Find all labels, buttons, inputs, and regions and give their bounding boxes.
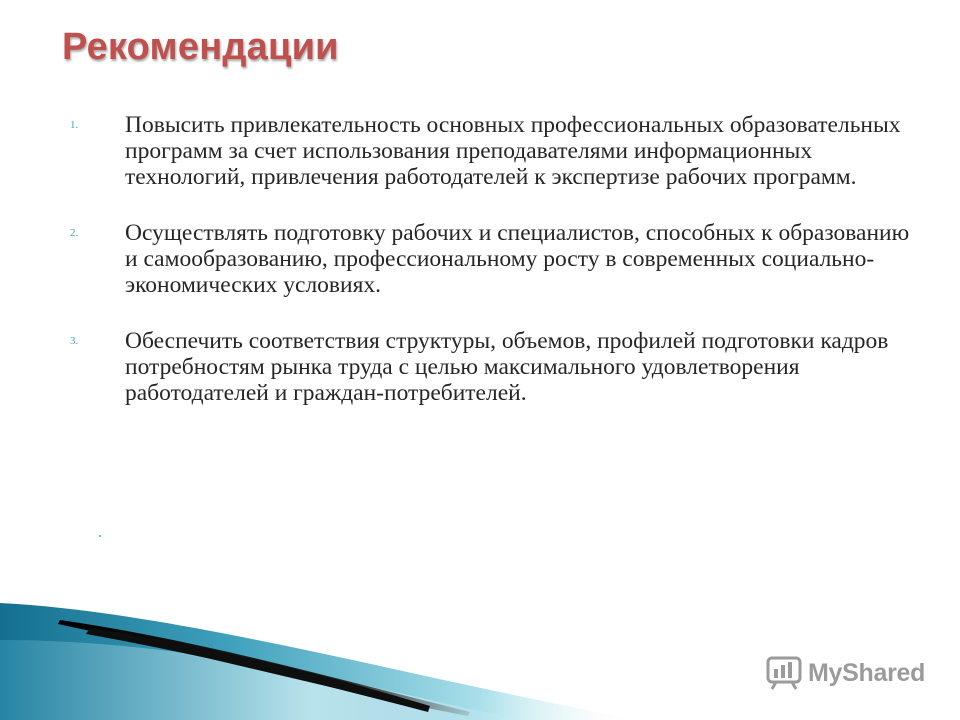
list-item-text: Осуществлять подготовку рабочих и специалистов, способных к образованию и самообразованию, профессиональному росту в современных социально-экономических условиях. — [125, 220, 910, 298]
watermark-text: MyShared — [808, 658, 926, 687]
list-item-number: 3. — [70, 335, 79, 347]
list-item-text: Обеспечить соответствия структуры, объемов, профилей подготовки кадров потребностям рынка труда с целью максимального удовлетворения работодателей и граждан-потребителей. — [125, 328, 889, 406]
myshared-watermark — [766, 656, 925, 690]
slide-title: Рекомендации — [62, 26, 339, 68]
list-item-number: 2. — [70, 227, 79, 239]
list-item-number: 1. — [70, 119, 79, 131]
list-item-text: Повысить привлекательность основных профессиональных образовательных программ за счет использования преподавателями информационных технологий, привлечения работодателей к экспертизе рабочих программ. — [125, 112, 901, 190]
myshared-logo-icon — [766, 656, 802, 690]
